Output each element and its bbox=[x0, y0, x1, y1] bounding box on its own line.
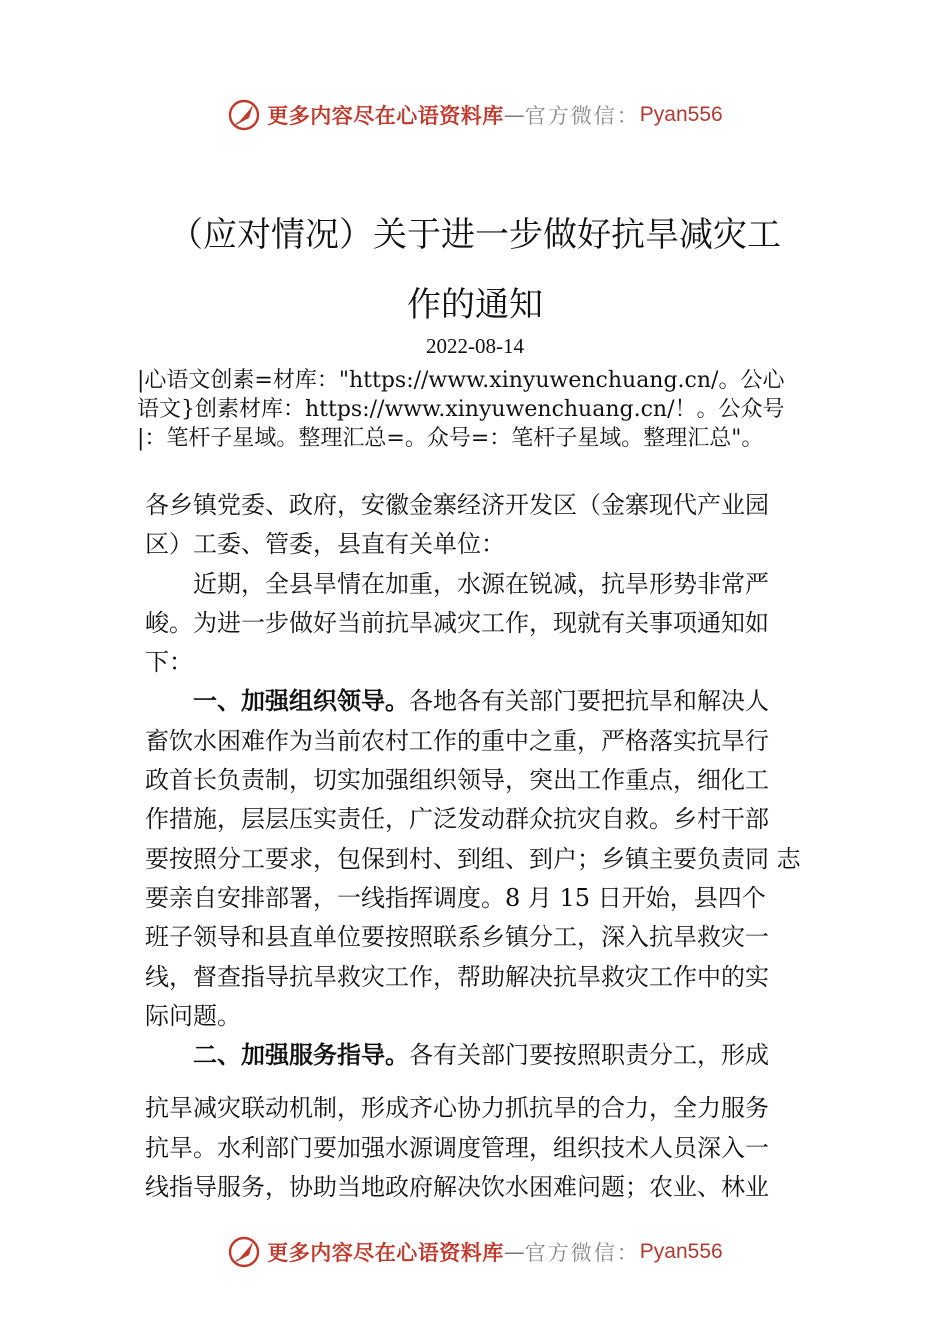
source-line: 语文}创素材库：https://www.xinyuwenchuang.cn/！。公众号 bbox=[137, 397, 785, 422]
section1-line: 要亲自安排部署，一线指挥调度。8 月 15 日开始，县四个 bbox=[145, 883, 766, 912]
header-watermark-banner bbox=[0, 95, 950, 135]
section1-line: 线，督查指导抗旱救灾工作，帮助解决抗旱救灾工作中的实 bbox=[145, 962, 769, 991]
section1-first-line bbox=[145, 682, 825, 721]
banner-dash: — bbox=[503, 1240, 525, 1264]
paragraph-gap bbox=[145, 1075, 825, 1089]
banner-brand-text: 更多内容尽在心语资料库 bbox=[267, 103, 504, 128]
source-line: |心语文创素=材库："https://www.xinyuwenchuang.cn/。公心 bbox=[137, 368, 785, 393]
section1-first-text: 各地各有关部门要把抗旱和解决人 bbox=[409, 687, 769, 716]
quill-logo-icon bbox=[227, 1235, 261, 1269]
section1-heading: 一、加强组织领导。 bbox=[193, 687, 409, 716]
section2-line: 抗旱减灾联动机制，形成齐心协力抓抗旱的合力，全力服务 bbox=[145, 1094, 769, 1123]
banner-wechat-label: 官方微信： bbox=[524, 104, 640, 128]
source-line: |：笔杆子星域。整理汇总=。众号=：笔杆子星域。整理汇总"。 bbox=[137, 426, 764, 451]
banner-account: Pyan556 bbox=[639, 103, 723, 126]
footer-watermark-banner bbox=[0, 1232, 950, 1272]
document-body bbox=[145, 486, 825, 1207]
banner-account: Pyan556 bbox=[639, 1240, 723, 1263]
section1-line: 班子领导和县直单位要按照联系乡镇分工，深入抗旱救灾一 bbox=[145, 923, 769, 952]
section2-first-line bbox=[145, 1036, 825, 1075]
section2-first-text: 各有关部门要按照职责分工，形成 bbox=[409, 1041, 769, 1070]
section1-line: 际问题。 bbox=[145, 1001, 241, 1030]
title-line-1: （应对情况）关于进一步做好抗旱减灾工 bbox=[169, 215, 781, 255]
document-date: 2022-08-14 bbox=[426, 334, 524, 358]
section2-line: 抗旱。水利部门要加强水源调度管理，组织技术人员深入一 bbox=[145, 1133, 769, 1162]
quill-logo-icon bbox=[227, 98, 261, 132]
salutation-line: 各乡镇党委、政府，安徽金寨经济开发区（金寨现代产业园 bbox=[145, 491, 769, 519]
document-title bbox=[110, 200, 840, 340]
title-line-2: 作的通知 bbox=[407, 285, 543, 325]
section2-line: 线指导服务，协助当地政府解决饮水困难问题；农业、林业 bbox=[145, 1173, 769, 1202]
source-notice bbox=[137, 366, 842, 453]
section1-line: 畜饮水困难作为当前农村工作的重中之重，严格落实抗旱行 bbox=[145, 726, 769, 755]
banner-wechat-label: 官方微信： bbox=[524, 1241, 640, 1265]
banner-dash: — bbox=[503, 103, 525, 127]
intro-line: 近期，全县旱情在加重，水源在锐减，抗旱形势非常严 bbox=[193, 569, 769, 598]
section2-heading: 二、加强服务指导。 bbox=[193, 1041, 409, 1070]
section1-line: 政首长负责制，切实加强组织领导，突出工作重点，细化工 bbox=[145, 766, 769, 795]
intro-line: 下： bbox=[145, 648, 193, 677]
salutation-line: 区）工委、管委，县直有关单位： bbox=[145, 530, 505, 559]
section1-line: 要按照分工要求，包保到村、到组、到户；乡镇主要负责同 志 bbox=[145, 844, 801, 873]
banner-brand-text: 更多内容尽在心语资料库 bbox=[267, 1240, 504, 1265]
section1-line: 作措施，层层压实责任，广泛发动群众抗灾自救。乡村干部 bbox=[145, 805, 769, 834]
intro-line: 峻。为进一步做好当前抗旱减灾工作，现就有关事项通知如 bbox=[145, 608, 769, 637]
